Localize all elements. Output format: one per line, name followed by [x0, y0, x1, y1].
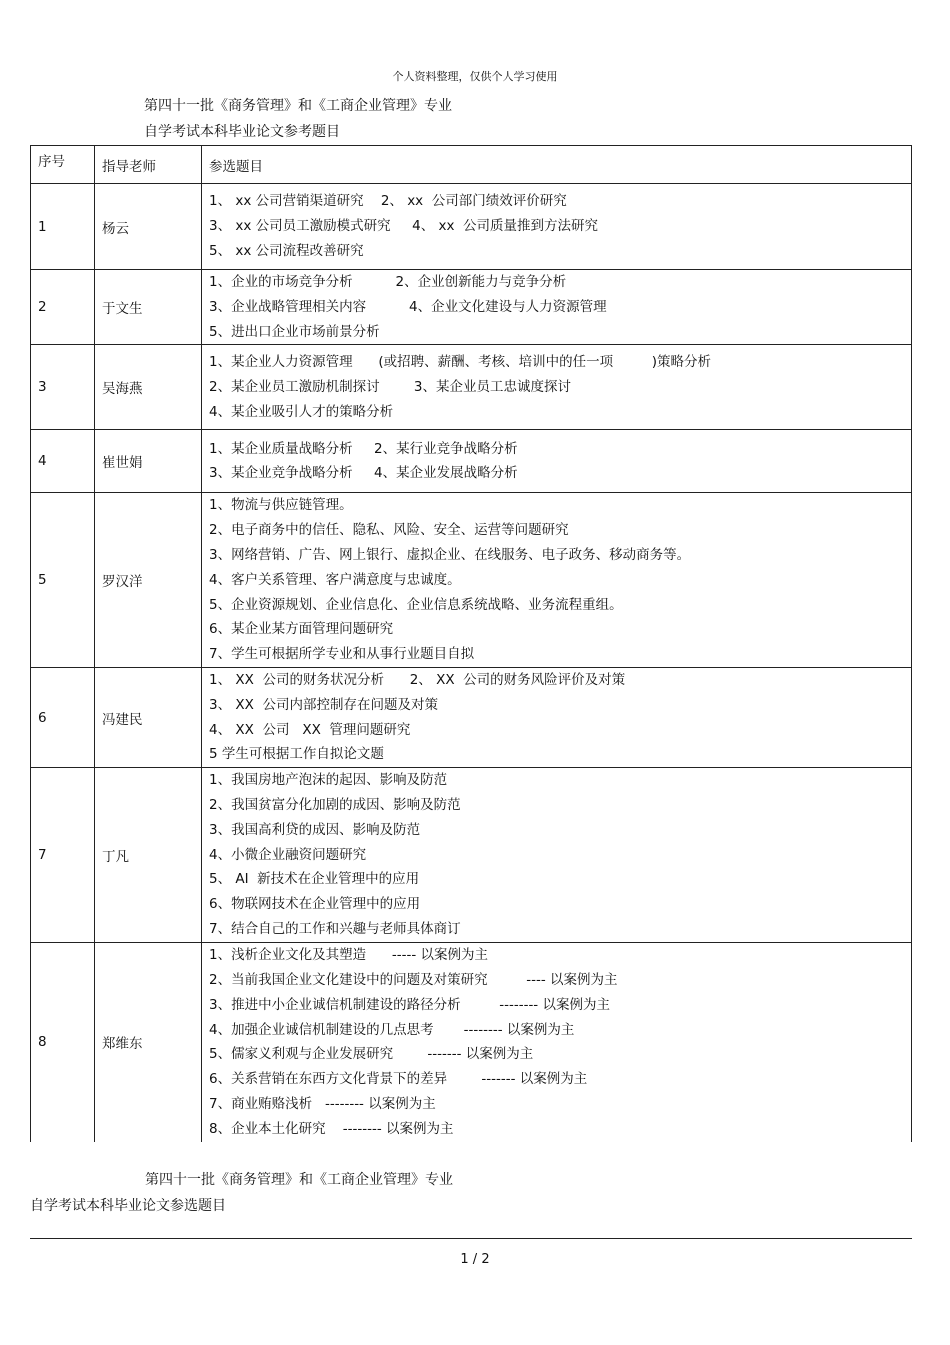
row-advisor-name: 崔世娟 [95, 430, 202, 493]
row-advisor-name: 郑维东 [95, 942, 202, 1142]
topic-item: 1、物流与供应链管理。 [209, 497, 353, 514]
header-advisor: 指导老师 [95, 146, 202, 184]
topic-item: 1、某企业质量战略分析 2、某行业竞争战略分析 [209, 440, 518, 457]
row-topic-list [202, 430, 912, 493]
document-title-line2: 自学考试本科毕业论文参考题目 [144, 124, 340, 140]
topic-item: 5、儒家义利观与企业发展研究 ------- 以案例为主 [209, 1046, 534, 1063]
topic-item: 3、我国高利贷的成因、影响及防范 [209, 821, 421, 838]
topic-item: 2、当前我国企业文化建设中的问题及对策研究 ---- 以案例为主 [209, 972, 618, 989]
row-serial-number: 3 [31, 345, 95, 430]
table-row [31, 270, 912, 345]
topic-item: 4、某企业吸引人才的策略分析 [209, 403, 394, 420]
table-row [31, 430, 912, 493]
topic-item: 7、商业贿赂浅析 -------- 以案例为主 [209, 1096, 436, 1113]
row-advisor-name: 罗汉洋 [95, 493, 202, 668]
footer-title-line1: 第四十一批《商务管理》和《工商企业管理》专业 [145, 1172, 453, 1188]
topic-item: 7、结合自己的工作和兴趣与老师具体商订 [209, 920, 461, 937]
topic-item: 3、 xx 公司员工激励模式研究 4、 xx 公司质量推到方法研究 [209, 218, 599, 235]
topic-item: 3、企业战略管理相关内容 4、企业文化建设与人力资源管理 [209, 298, 607, 315]
footer-divider [30, 1238, 912, 1239]
topic-item: 2、某企业员工激励机制探讨 3、某企业员工忠诚度探讨 [209, 378, 572, 395]
header-serial-number: 序号 [31, 146, 95, 184]
page-number: 1 / 2 [460, 1252, 490, 1267]
topic-item: 4、客户关系管理、客户满意度与忠诚度。 [209, 571, 461, 588]
topic-item: 5、进出口企业市场前景分析 [209, 323, 380, 340]
topic-item: 6、物联网技术在企业管理中的应用 [209, 896, 421, 913]
topics-table [30, 145, 912, 1142]
table-row [31, 184, 912, 270]
row-serial-number: 1 [31, 184, 95, 270]
table-row [31, 768, 912, 943]
row-topic-list [202, 667, 912, 767]
table-body [31, 184, 912, 1143]
header-topics: 参选题目 [202, 146, 912, 184]
row-serial-number: 6 [31, 667, 95, 767]
topic-item: 6、关系营销在东西方文化背景下的差异 ------- 以案例为主 [209, 1071, 588, 1088]
topic-item: 1、 XX 公司的财务状况分析 2、 XX 公司的财务风险评价及对策 [209, 671, 626, 688]
page-header-note: 个人资料整理，仅供个人学习使用 [392, 70, 558, 83]
row-serial-number: 2 [31, 270, 95, 345]
topic-item: 6、某企业某方面管理问题研究 [209, 621, 394, 638]
topic-item: 4、 XX 公司 XX 管理问题研究 [209, 721, 411, 738]
topic-item: 5、 AI 新技术在企业管理中的应用 [209, 871, 420, 888]
row-serial-number: 7 [31, 768, 95, 943]
topic-item: 4、加强企业诚信机制建设的几点思考 -------- 以案例为主 [209, 1021, 575, 1038]
topic-item: 5、 xx 公司流程改善研究 [209, 242, 364, 259]
table-header-row [31, 146, 912, 184]
row-topic-list [202, 768, 912, 943]
topic-item: 1、浅析企业文化及其塑造 ----- 以案例为主 [209, 947, 488, 964]
row-topic-list [202, 270, 912, 345]
table-row [31, 493, 912, 668]
row-serial-number: 4 [31, 430, 95, 493]
row-advisor-name: 于文生 [95, 270, 202, 345]
document-title-line1: 第四十一批《商务管理》和《工商企业管理》专业 [144, 98, 452, 114]
topic-item: 1、我国房地产泡沫的起因、影响及防范 [209, 772, 448, 789]
topic-item: 8、企业本土化研究 -------- 以案例为主 [209, 1120, 454, 1137]
topic-item: 5、企业资源规划、企业信息化、企业信息系统战略、业务流程重组。 [209, 596, 623, 613]
topic-item: 2、我国贫富分化加剧的成因、影响及防范 [209, 796, 461, 813]
topic-item: 3、网络营销、广告、网上银行、虚拟企业、在线服务、电子政务、移动商务等。 [209, 546, 691, 563]
row-topic-list [202, 493, 912, 668]
row-serial-number: 8 [31, 942, 95, 1142]
topic-item: 1、企业的市场竞争分析 2、企业创新能力与竞争分析 [209, 274, 567, 290]
topic-item: 3、 XX 公司内部控制存在问题及对策 [209, 696, 438, 713]
topic-item: 1、 xx 公司营销渠道研究 2、 xx 公司部门绩效评价研究 [209, 193, 567, 210]
topic-item: 4、小微企业融资问题研究 [209, 846, 367, 863]
row-advisor-name: 冯建民 [95, 667, 202, 767]
topic-item: 5 学生可根据工作自拟论文题 [209, 746, 384, 763]
row-topic-list [202, 184, 912, 270]
table-row [31, 345, 912, 430]
table-row [31, 942, 912, 1142]
row-advisor-name: 吴海燕 [95, 345, 202, 430]
table-row [31, 667, 912, 767]
row-advisor-name: 杨云 [95, 184, 202, 270]
topic-item: 2、电子商务中的信任、隐私、风险、安全、运营等问题研究 [209, 522, 569, 539]
row-serial-number: 5 [31, 493, 95, 668]
row-topic-list [202, 345, 912, 430]
footer-title-line2: 自学考试本科毕业论文参选题目 [30, 1198, 226, 1214]
topic-item: 1、某企业人力资源管理 (或招聘、薪酬、考核、培训中的任一项 )策略分析 [209, 354, 711, 371]
row-advisor-name: 丁凡 [95, 768, 202, 943]
topic-item: 3、某企业竞争战略分析 4、某企业发展战略分析 [209, 465, 518, 482]
row-topic-list [202, 942, 912, 1142]
topic-item: 7、学生可根据所学专业和从事行业题目自拟 [209, 646, 475, 663]
topic-item: 3、推进中小企业诚信机制建设的路径分析 -------- 以案例为主 [209, 996, 610, 1013]
